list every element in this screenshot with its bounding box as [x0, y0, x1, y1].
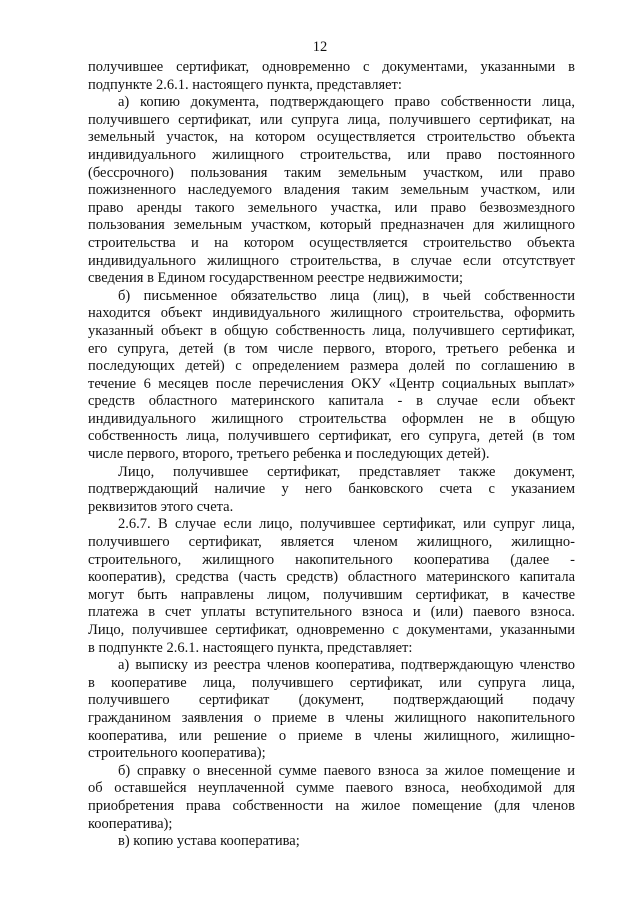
text-line: строительного, жилищного накопительного кооператива (далее -	[88, 551, 575, 568]
text-line: б) справку о внесенной сумме паевого взноса за жилое помещение и	[118, 762, 575, 779]
document-body	[88, 59, 575, 851]
text-line: об оставшейся неуплаченной сумме паевого взноса, необходимой для	[88, 780, 575, 797]
text-line: индивидуального жилищного строительства, или право постоянного	[88, 146, 575, 163]
text-line: находится объект индивидуального жилищного строительства, оформить	[88, 305, 575, 322]
text-line: строительного кооператива);	[88, 745, 266, 762]
text-line: получившее сертификат, одновременно с документами, указанными в	[88, 59, 575, 75]
text-line: числе первого, второго, третьего ребенка и последующих детей).	[88, 446, 490, 463]
text-line: указанный объект в общую собственность лица, получившего сертификат,	[88, 322, 575, 339]
text-line: пожизненного наследуемого владения таким земельным участком, или	[88, 182, 575, 199]
text-line: собственность лица, получившего сертификат, его супруга, детей (в том	[88, 428, 575, 445]
text-line: индивидуального жилищного строительства оформлен не в общую	[88, 410, 575, 427]
text-line: строительства и на котором осуществляется строительство объекта	[88, 234, 575, 251]
text-line: Лицо, получившее сертификат, одновременно с документами, указанными	[88, 622, 575, 638]
text-line: гражданином заявления о приеме в члены жилищного накопительного	[88, 709, 575, 726]
text-line: пользования земельным участком, который предназначен для жилищного	[88, 217, 575, 234]
text-line: в подпункте 2.6.1. настоящего пункта, представляет:	[88, 639, 413, 656]
text-line: могут быть направлены лицом, получившим сертификат, в качестве	[88, 586, 575, 603]
text-line: кооператива, или решение о приеме в члены жилищного, жилищно-	[88, 727, 575, 744]
text-line: право аренды такого земельного участка, или право безвозмездного	[88, 199, 575, 216]
paragraph-p4	[88, 464, 575, 517]
text-line: сведения в Едином государственном реестре недвижимости;	[88, 270, 464, 287]
paragraph-p6	[88, 657, 575, 763]
text-line: реквизитов этого счета.	[88, 498, 234, 515]
paragraph-p8	[88, 833, 575, 851]
text-line: а) выписку из реестра членов кооператива, подтверждающую членство	[118, 657, 575, 674]
text-line: подтверждающий наличие у него банковского счета с указанием	[88, 481, 575, 498]
text-line: б) письменное обязательство лица (лиц), в чьей собственности	[118, 287, 575, 304]
text-line: получившего сертификат, или супруга лица, получившего сертификат, на	[88, 111, 575, 128]
page-number: 12	[312, 39, 328, 55]
text-line: индивидуального жилищного строительства, в случае если отсутствует	[88, 252, 575, 269]
text-line: приобретения права собственности на жилое помещение (для членов	[88, 797, 575, 814]
text-line: кооператив), средства (часть средств) областного материнского капитала	[88, 569, 575, 586]
text-line: подпункте 2.6.1. настоящего пункта, представляет:	[88, 76, 402, 93]
text-line: течение 6 месяцев после перечисления ОКУ «Центр социальных выплат»	[88, 375, 575, 392]
text-line: получившего сертификат, является членом жилищного, жилищно-	[88, 534, 575, 551]
text-line: его супруга, детей (в том числе первого, второго, третьего ребенка и	[88, 340, 575, 357]
text-line: а) копию документа, подтверждающего право собственности лица,	[118, 94, 575, 111]
text-line: (бессрочного) пользования таким земельным участком, или право	[88, 164, 575, 181]
text-line: в кооперативе лица, получившего сертификат, или супруга лица,	[88, 674, 575, 691]
text-line: Лицо, получившее сертификат, представляет также документ,	[118, 463, 575, 480]
text-line: 2.6.7. В случае если лицо, получившее сертификат, или супруг лица,	[118, 516, 575, 533]
text-line: средств областного материнского капитала - в случае если объект	[88, 393, 575, 410]
text-line: получившего сертификат (документ, подтверждающий подачу	[88, 692, 575, 709]
text-line: в) копию устава кооператива;	[118, 833, 300, 850]
paragraph-p5	[88, 516, 575, 657]
paragraph-p2	[88, 94, 575, 288]
paragraph-p1	[88, 59, 575, 94]
paragraph-p3	[88, 288, 575, 464]
text-line: кооператива);	[88, 815, 173, 832]
text-line: платежа в счет уплаты вступительного взноса и (или) паевого взноса.	[88, 604, 575, 621]
text-line: земельный участок, на котором осуществляется строительство объекта	[88, 129, 575, 146]
paragraph-p7	[88, 763, 575, 833]
text-line: последующих детей) с определением размера долей по соглашению в	[88, 358, 575, 375]
